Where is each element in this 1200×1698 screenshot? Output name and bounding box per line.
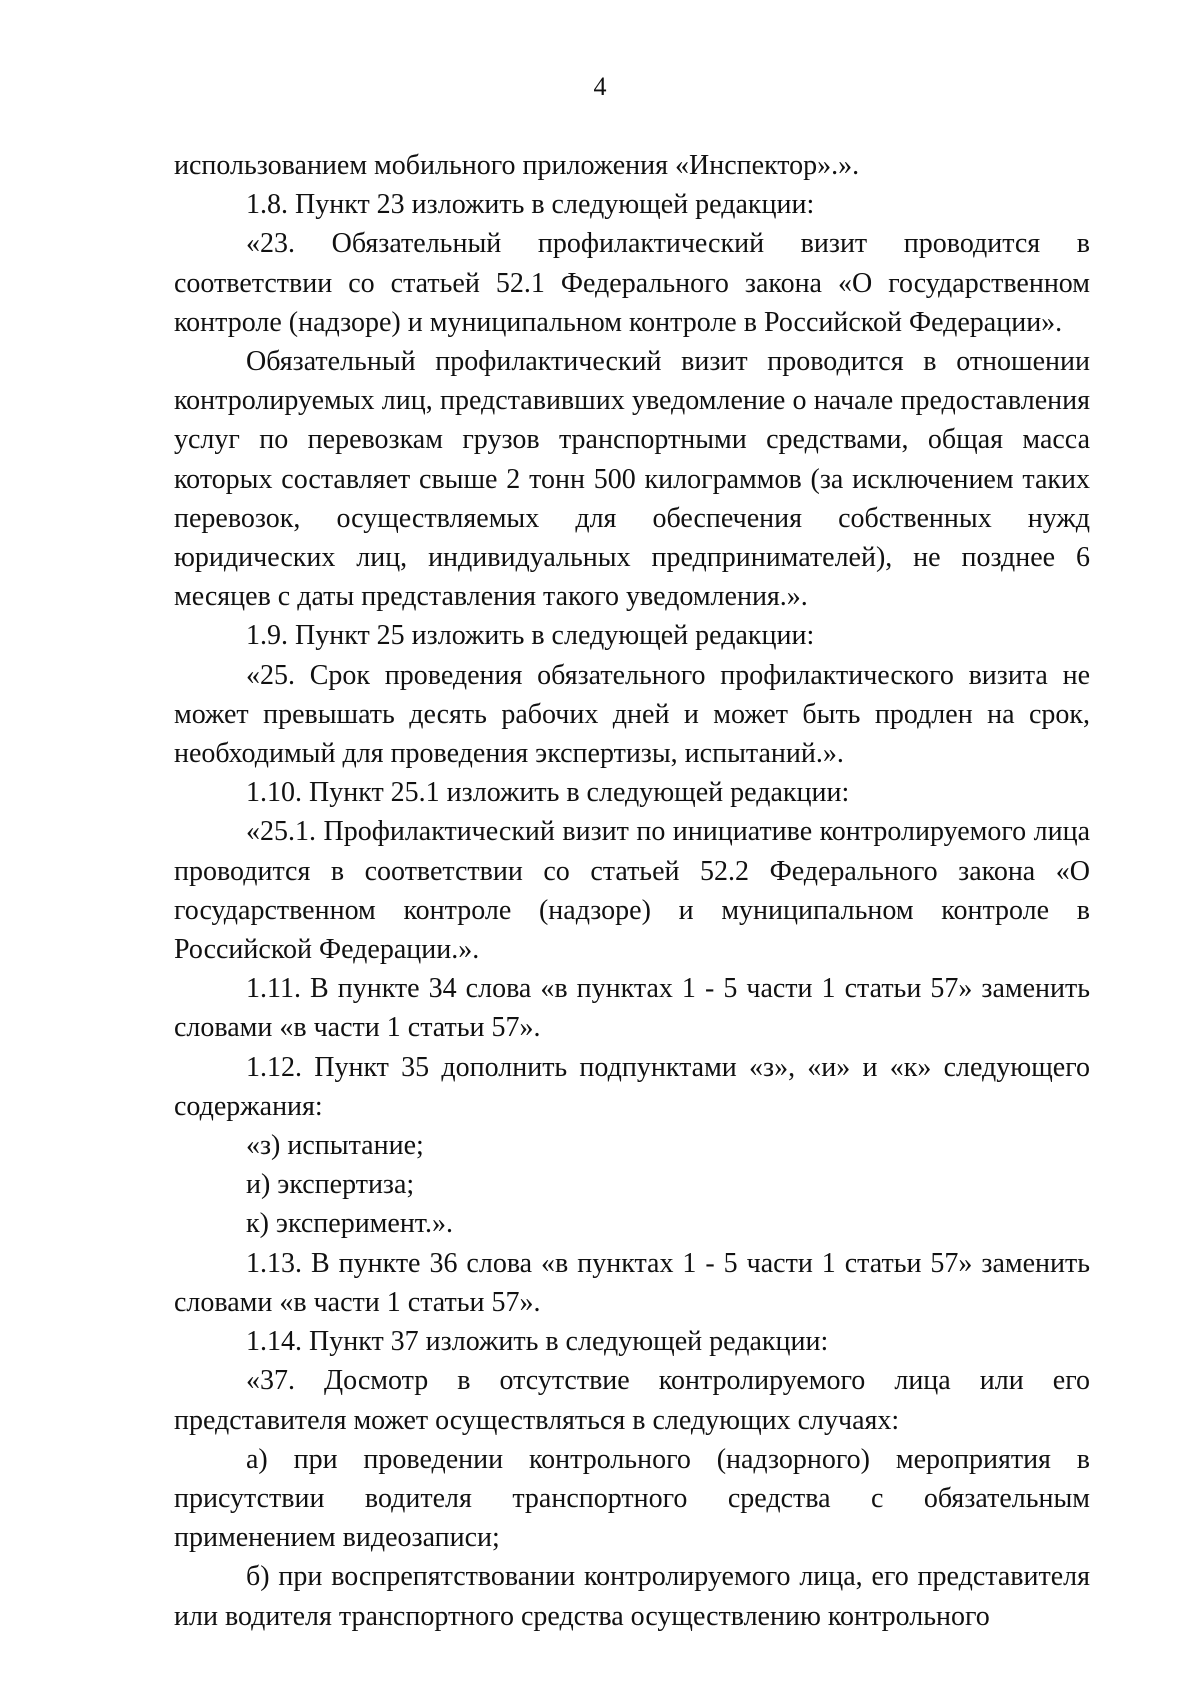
paragraph-case-b: б) при воспрепятствовании контролируемого лица, его представителя или водителя транспортного средства осуществлению контрольного [174, 1561, 1090, 1632]
paragraph-item-1-11: 1.11. В пункте 34 слова «в пунктах 1 - 5 части 1 статьи 57» заменить словами «в части 1 статьи 57». [174, 973, 1090, 1044]
paragraph-subitem-z: «з) испытание; [246, 1130, 424, 1162]
paragraph-case-a: а) при проведении контрольного (надзорного) мероприятия в присутствии водителя транспортного средства с обязательным применением видеозаписи; [174, 1443, 1090, 1554]
paragraph-point-25-1: «25.1. Профилактический визит по инициативе контролируемого лица проводится в соответствии со статьей 52.2 Федерального закона «О государственном контроле (надзоре) и муниципальном контроле в Российской Федерации.». [174, 816, 1090, 966]
paragraph-point-37: «37. Досмотр в отсутствие контролируемого лица или его представителя может осуществляться в следующих случаях: [174, 1365, 1090, 1436]
paragraph-point-23: «23. Обязательный профилактический визит проводится в соответствии со статьей 52.1 Федерального закона «О государственном контроле (надзоре) и муниципальном контроле в Российской Федерации». [174, 228, 1090, 338]
paragraph-item-1-9: 1.9. Пункт 25 изложить в следующей редакции: [246, 620, 815, 652]
paragraph-continuation: использованием мобильного приложения «Инспектор».». [174, 150, 860, 181]
paragraph-item-1-8: 1.8. Пункт 23 изложить в следующей редакции: [246, 189, 815, 221]
paragraph-point-23-cont: Обязательный профилактический визит проводится в отношении контролируемых лиц, представивших уведомление о начале предоставления услуг по перевозкам грузов транспортными средствами, общая масса которых составляет свыше 2 тонн 500 килограммов (за исключением таких перевозок, осуществляемых для обеспечения собственных нужд юридических лиц, индивидуальных предпринимателей), не позднее 6 месяцев с даты представления такого уведомления.». [174, 346, 1090, 613]
page-number: 4 [593, 72, 607, 101]
paragraph-item-1-13: 1.13. В пункте 36 слова «в пунктах 1 - 5 части 1 статьи 57» заменить словами «в части 1 статьи 57». [174, 1247, 1090, 1318]
paragraph-item-1-12: 1.12. Пункт 35 дополнить подпунктами «з», «и» и «к» следующего содержания: [174, 1051, 1090, 1122]
paragraph-point-25: «25. Срок проведения обязательного профилактического визита не может превышать десять рабочих дней и может быть продлен на срок, необходимый для проведения экспертизы, испытаний.». [174, 659, 1090, 770]
paragraph-subitem-i: и) экспертиза; [246, 1169, 415, 1201]
paragraph-subitem-k: к) эксперимент.». [246, 1208, 453, 1240]
paragraph-item-1-10: 1.10. Пункт 25.1 изложить в следующей редакции: [246, 777, 850, 809]
document-body [174, 146, 1090, 1636]
paragraph-item-1-14: 1.14. Пункт 37 изложить в следующей редакции: [246, 1326, 829, 1358]
